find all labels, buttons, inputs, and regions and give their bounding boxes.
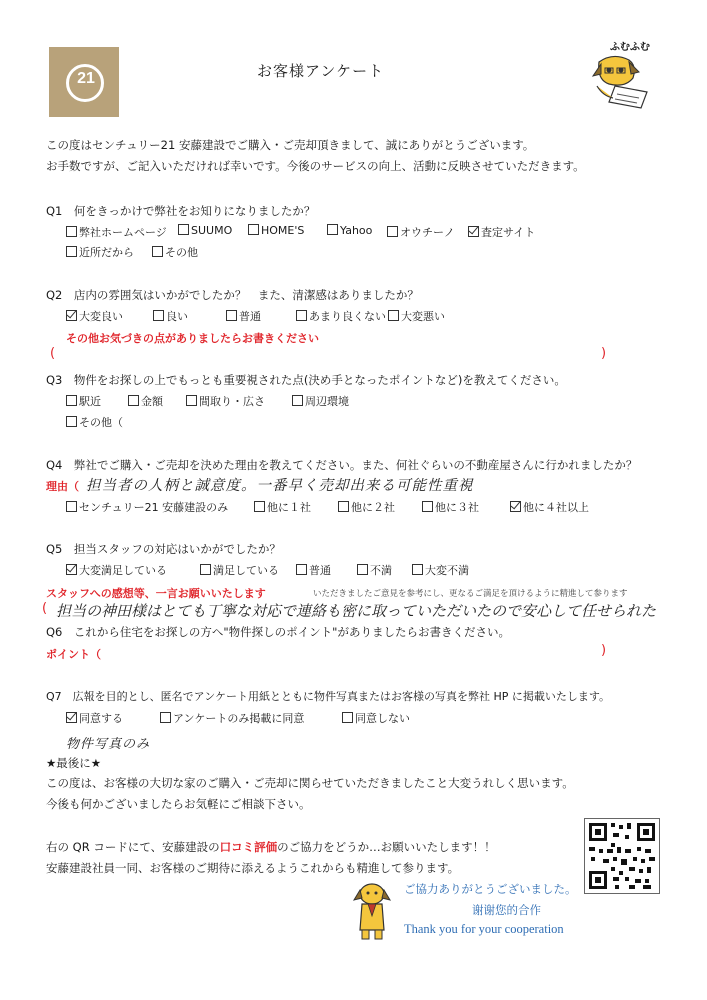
q1-option-satei-site[interactable]: 査定サイト	[468, 224, 535, 240]
q4-option-two-others[interactable]: 他に２社	[338, 499, 395, 515]
q2-option-very-good[interactable]: 大変良い	[66, 308, 123, 324]
q7-handwritten-note: 物件写真のみ	[66, 737, 151, 752]
q2-comment-open-paren-icon: (	[50, 346, 56, 361]
intro-line-1: この度はセンチュリー21 安藤建設でご購入・ご売却頂きまして、誠にありがとうございます。	[46, 138, 535, 152]
q6-point-label: ポイント（	[46, 648, 101, 661]
q4-question: Q4 弊社でご購入・ご売却を決めた理由を教えてください。また、何社ぐらいの不動産屋さんに行かれましたか？	[46, 458, 638, 472]
q1-option-yahoo[interactable]: Yahoo	[327, 224, 372, 237]
q3-option-station[interactable]: 駅近	[66, 393, 101, 409]
checkbox-checked-icon[interactable]	[66, 310, 77, 321]
thanks-japanese: ご協力ありがとうございました。	[404, 882, 577, 896]
qr-code[interactable]	[584, 818, 660, 894]
q1-option-ouchino[interactable]: オウチーノ	[387, 224, 455, 240]
q1-option-nearby[interactable]: 近所だから	[66, 244, 134, 260]
q3-option-other[interactable]: その他（	[66, 414, 123, 430]
checkbox-checked-icon[interactable]	[66, 564, 77, 575]
intro-line-2: お手数ですが、ご記入いただければ幸いです。今後のサービスの向上、活動に反映させていただきます。	[46, 159, 585, 173]
closing-line-1: この度は、お客様の大切な家のご購入・ご売却に関らせていただきましたこと大変うれしく思います。	[46, 776, 574, 790]
checkbox-icon[interactable]	[66, 395, 77, 406]
reading-dog-mascot-icon	[585, 52, 657, 110]
q2-option-not-good[interactable]: あまり良くない	[296, 308, 386, 324]
qr-code-icon	[585, 819, 659, 893]
checkbox-icon[interactable]	[412, 564, 423, 575]
q1-question: Q1 何をきっかけで弊社をお知りになりましたか？	[46, 204, 316, 218]
checkbox-icon[interactable]	[387, 226, 398, 237]
checkbox-icon[interactable]	[66, 246, 77, 257]
checkbox-icon[interactable]	[327, 224, 338, 235]
checkbox-icon[interactable]	[152, 246, 163, 257]
q4-reason-label: 理由（	[46, 480, 79, 493]
bowing-dog-mascot-icon	[350, 880, 394, 942]
checkbox-icon[interactable]	[66, 501, 77, 512]
checkbox-icon[interactable]	[248, 224, 259, 235]
checkbox-checked-icon[interactable]	[66, 712, 77, 723]
q3-option-environment[interactable]: 周辺環境	[292, 393, 349, 409]
q2-comment-close-paren-icon: )	[601, 346, 607, 361]
checkbox-icon[interactable]	[422, 501, 433, 512]
q3-option-layout[interactable]: 間取り・広さ	[186, 393, 265, 409]
q7-option-agree[interactable]: 同意する	[66, 710, 123, 726]
checkbox-icon[interactable]	[342, 712, 353, 723]
checkbox-icon[interactable]	[66, 226, 77, 237]
q4-option-four-plus[interactable]: 他に４社以上	[510, 499, 589, 515]
q5-option-very-unsatisfied[interactable]: 大変不満	[412, 562, 469, 578]
q1-option-homes[interactable]: HOME'S	[248, 224, 304, 237]
q2-option-good[interactable]: 良い	[153, 308, 188, 324]
review-highlight: 口コミ評価	[219, 840, 278, 854]
q5-question: Q5 担当スタッフの対応はいかがでしたか？	[46, 542, 281, 556]
checkbox-icon[interactable]	[186, 395, 197, 406]
q3-question: Q3 物件をお探しの上でもっとも重要視された点(決め手となったポイントなど)を教えてください。	[46, 373, 566, 387]
checkbox-checked-icon[interactable]	[468, 226, 479, 237]
q7-question: Q7 広報を目的とし、匿名でアンケート用紙とともに物件写真またはお客様の写真を弊社 HP に掲載いたします。	[46, 690, 611, 703]
q5-comment-label: スタッフへの感想等、一言お願いいたします	[46, 587, 266, 600]
q4-option-only-us[interactable]: センチュリー21 安藤建設のみ	[66, 499, 228, 515]
q2-question: Q2 店内の雰囲気はいかがでしたか？ また、清潔感はありましたか？	[46, 288, 419, 302]
q4-handwritten-reason: 担当者の人柄と誠意度。一番早く売却出来る可能性重視	[86, 478, 474, 494]
q1-option-homepage[interactable]: 弊社ホームページ	[66, 224, 167, 240]
q5-comment-open-paren-icon: (	[42, 601, 48, 616]
q3-option-price[interactable]: 金額	[128, 393, 163, 409]
checkbox-icon[interactable]	[128, 395, 139, 406]
closing-heading: ★最後に★	[46, 756, 102, 770]
q7-option-disagree[interactable]: 同意しない	[342, 710, 410, 726]
thanks-chinese: 谢谢您的合作	[472, 903, 541, 917]
checkbox-icon[interactable]	[292, 395, 303, 406]
q6-question: Q6 これから住宅をお探しの方へ"物件探しのポイント"がありましたらお書きください。	[46, 625, 510, 639]
q2-option-normal[interactable]: 普通	[226, 308, 261, 324]
q5-option-normal[interactable]: 普通	[296, 562, 331, 578]
checkbox-icon[interactable]	[66, 416, 77, 427]
page-title: お客様アンケート	[257, 62, 385, 80]
century21-logo	[49, 47, 119, 117]
closing-line-4: 安藤建設社員一同、お客様のご期待に添えるようこれからも精進して参ります。	[46, 861, 460, 875]
q5-option-very-satisfied[interactable]: 大変満足している	[66, 562, 167, 578]
q6-close-paren-icon: )	[601, 643, 607, 658]
checkbox-icon[interactable]	[357, 564, 368, 575]
closing-qr-line: 右の QR コードにて、安藤建設の口コミ評価のご協力をどうか…お願いいたします！！	[46, 840, 496, 854]
q5-option-satisfied[interactable]: 満足している	[200, 562, 279, 578]
checkbox-icon[interactable]	[200, 564, 211, 575]
checkbox-icon[interactable]	[388, 310, 399, 321]
closing-line-2: 今後も何かございましたらお気軽にご相談下さい。	[46, 797, 311, 811]
q5-comment-note: いただきましたご意見を参考にし、更なるご満足を頂けるように精進して参ります	[313, 589, 628, 599]
q5-option-unsatisfied[interactable]: 不満	[357, 562, 392, 578]
checkbox-icon[interactable]	[153, 310, 164, 321]
checkbox-icon[interactable]	[254, 501, 265, 512]
q7-option-survey-only[interactable]: アンケートのみ掲載に同意	[160, 710, 304, 726]
checkbox-checked-icon[interactable]	[510, 501, 521, 512]
q2-comment-prompt: その他お気づきの点がありましたらお書きください	[66, 332, 319, 345]
mascot-caption: ふむふむ	[610, 42, 650, 53]
checkbox-icon[interactable]	[296, 310, 307, 321]
logo-number: 21	[77, 70, 95, 87]
q1-option-suumo[interactable]: SUUMO	[178, 224, 232, 237]
q1-option-other[interactable]: その他	[152, 244, 198, 260]
checkbox-icon[interactable]	[296, 564, 307, 575]
checkbox-icon[interactable]	[178, 224, 189, 235]
checkbox-icon[interactable]	[338, 501, 349, 512]
q4-option-three-others[interactable]: 他に３社	[422, 499, 479, 515]
q4-option-one-other[interactable]: 他に１社	[254, 499, 311, 515]
checkbox-icon[interactable]	[226, 310, 237, 321]
thanks-english: Thank you for your cooperation	[404, 922, 564, 936]
checkbox-icon[interactable]	[160, 712, 171, 723]
q2-option-very-bad[interactable]: 大変悪い	[388, 308, 445, 324]
q5-handwritten-comment: 担当の神田様はとても丁寧な対応で連絡も密に取っていただいたので安心して任せられた	[56, 602, 657, 620]
